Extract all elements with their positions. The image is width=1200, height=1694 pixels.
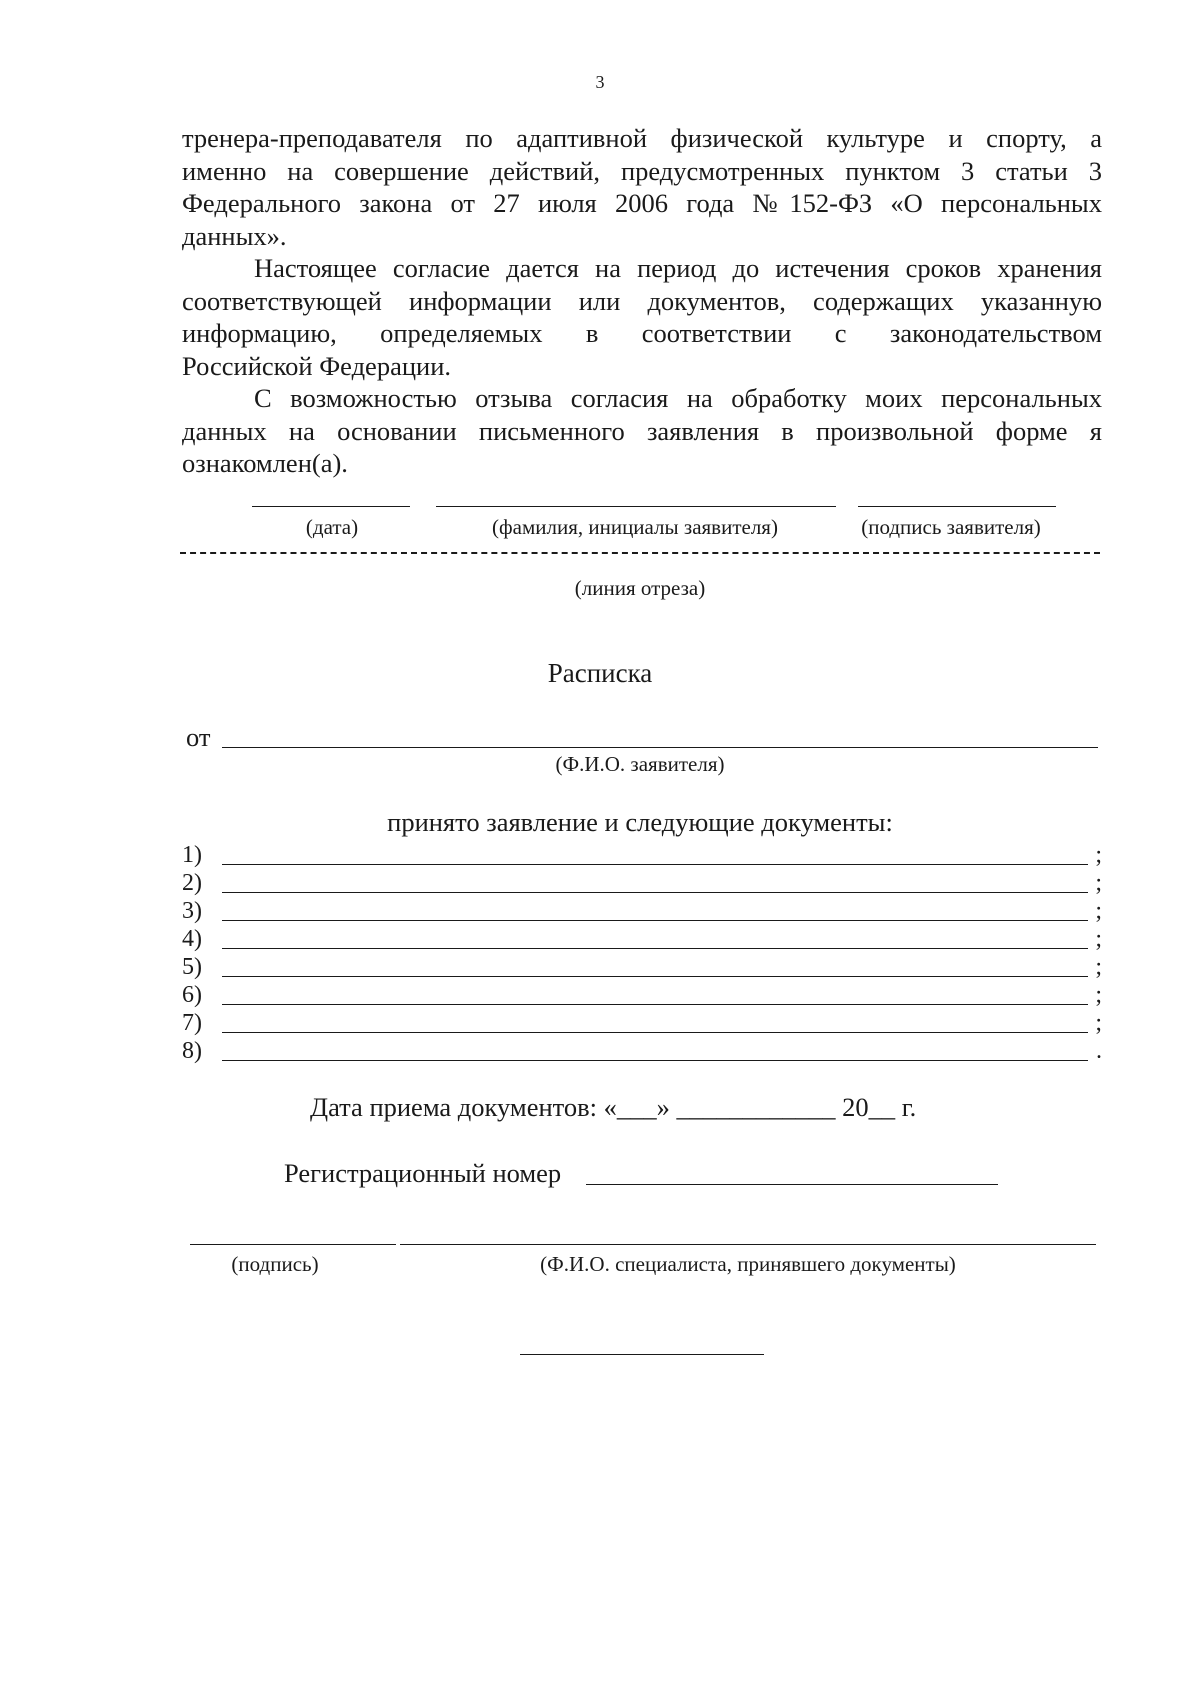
document-row	[182, 981, 1102, 1009]
applicant-fio-caption: (Ф.И.О. заявителя)	[555, 752, 725, 776]
row-blank-line	[222, 892, 1088, 893]
row-blank-line	[222, 976, 1088, 977]
row-blank-line	[222, 920, 1088, 921]
row-end-mark: ;	[1095, 1010, 1102, 1036]
date-line	[252, 506, 410, 507]
document-row	[182, 1009, 1102, 1037]
signature-line	[858, 506, 1056, 507]
acceptance-date: Дата приема документов: «___» ____________ 20__ г.	[310, 1092, 917, 1122]
row-number: 7)	[182, 1010, 202, 1036]
text-line: Федерального закона от 27 июля 2006 года №152-ФЗ «О персональных	[182, 188, 1102, 218]
paragraph-consent-scope	[182, 122, 1102, 252]
applicant-fio-line	[222, 747, 1098, 748]
row-number: 5)	[182, 954, 202, 980]
text-line: именно на совершение действий, предусмотренных пунктом 3 статьи 3	[182, 155, 1102, 186]
row-number: 3)	[182, 898, 202, 924]
caption-specialist-fio: (Ф.И.О. специалиста, принявшего документы)	[540, 1252, 956, 1276]
cut-line-label: (линия отреза)	[574, 576, 706, 600]
text-line: тренера-преподавателя по адаптивной физической культуре и спорту, а	[182, 123, 1102, 153]
row-number: 4)	[182, 926, 202, 952]
row-blank-line	[222, 1032, 1088, 1033]
text-line: ознакомлен(а).	[182, 448, 348, 478]
row-end-mark: .	[1096, 1038, 1102, 1064]
text-line: информацию, определяемых в соответствии с законодательством	[182, 318, 1102, 348]
receipt-title: Расписка	[547, 658, 653, 688]
end-rule	[520, 1354, 764, 1355]
caption-applicant-name: (фамилия, инициалы заявителя)	[492, 515, 778, 539]
text-line: Российской Федерации.	[182, 350, 451, 381]
row-blank-line	[222, 1060, 1088, 1061]
row-end-mark: ;	[1095, 926, 1102, 952]
row-end-mark: ;	[1095, 898, 1102, 924]
text-line: соответствующей информации или документов, содержащих указанную	[182, 285, 1102, 316]
caption-specialist-signature: (подпись)	[231, 1252, 319, 1276]
caption-date: (дата)	[305, 515, 359, 539]
row-blank-line	[222, 1004, 1088, 1005]
row-number: 1)	[182, 842, 202, 868]
name-line	[436, 506, 836, 507]
row-number: 8)	[182, 1038, 202, 1064]
row-end-mark: ;	[1095, 982, 1102, 1008]
row-blank-line	[222, 948, 1088, 949]
row-number: 2)	[182, 870, 202, 896]
document-row	[182, 897, 1102, 925]
caption-applicant-signature: (подпись заявителя)	[861, 515, 1041, 539]
from-label: от	[186, 722, 211, 752]
page-number: 3	[595, 72, 605, 92]
row-blank-line	[222, 864, 1088, 865]
document-row	[182, 1037, 1102, 1065]
row-end-mark: ;	[1095, 870, 1102, 896]
text-line: Настоящее согласие дается на период до истечения сроков хранения	[254, 253, 1102, 283]
cut-line	[180, 552, 1100, 554]
registration-number-label: Регистрационный номер	[284, 1158, 562, 1188]
text-line: С возможностью отзыва согласия на обработку моих персональных	[254, 383, 1102, 413]
registration-number-line	[586, 1184, 998, 1185]
row-end-mark: ;	[1095, 954, 1102, 980]
text-line: данных».	[182, 220, 287, 251]
row-number: 6)	[182, 982, 202, 1008]
specialist-fio-line	[400, 1244, 1096, 1245]
document-row	[182, 925, 1102, 953]
document-row	[182, 869, 1102, 897]
row-end-mark: ;	[1095, 842, 1102, 868]
paragraph-consent-period	[182, 252, 1102, 382]
text-line: данных на основании письменного заявления в произвольной форме я	[182, 415, 1102, 446]
specialist-signature-line	[190, 1244, 396, 1245]
paragraph-consent-revocation	[182, 382, 1102, 480]
documents-heading: принято заявление и следующие документы:	[387, 807, 893, 837]
document-row	[182, 841, 1102, 869]
document-row	[182, 953, 1102, 981]
